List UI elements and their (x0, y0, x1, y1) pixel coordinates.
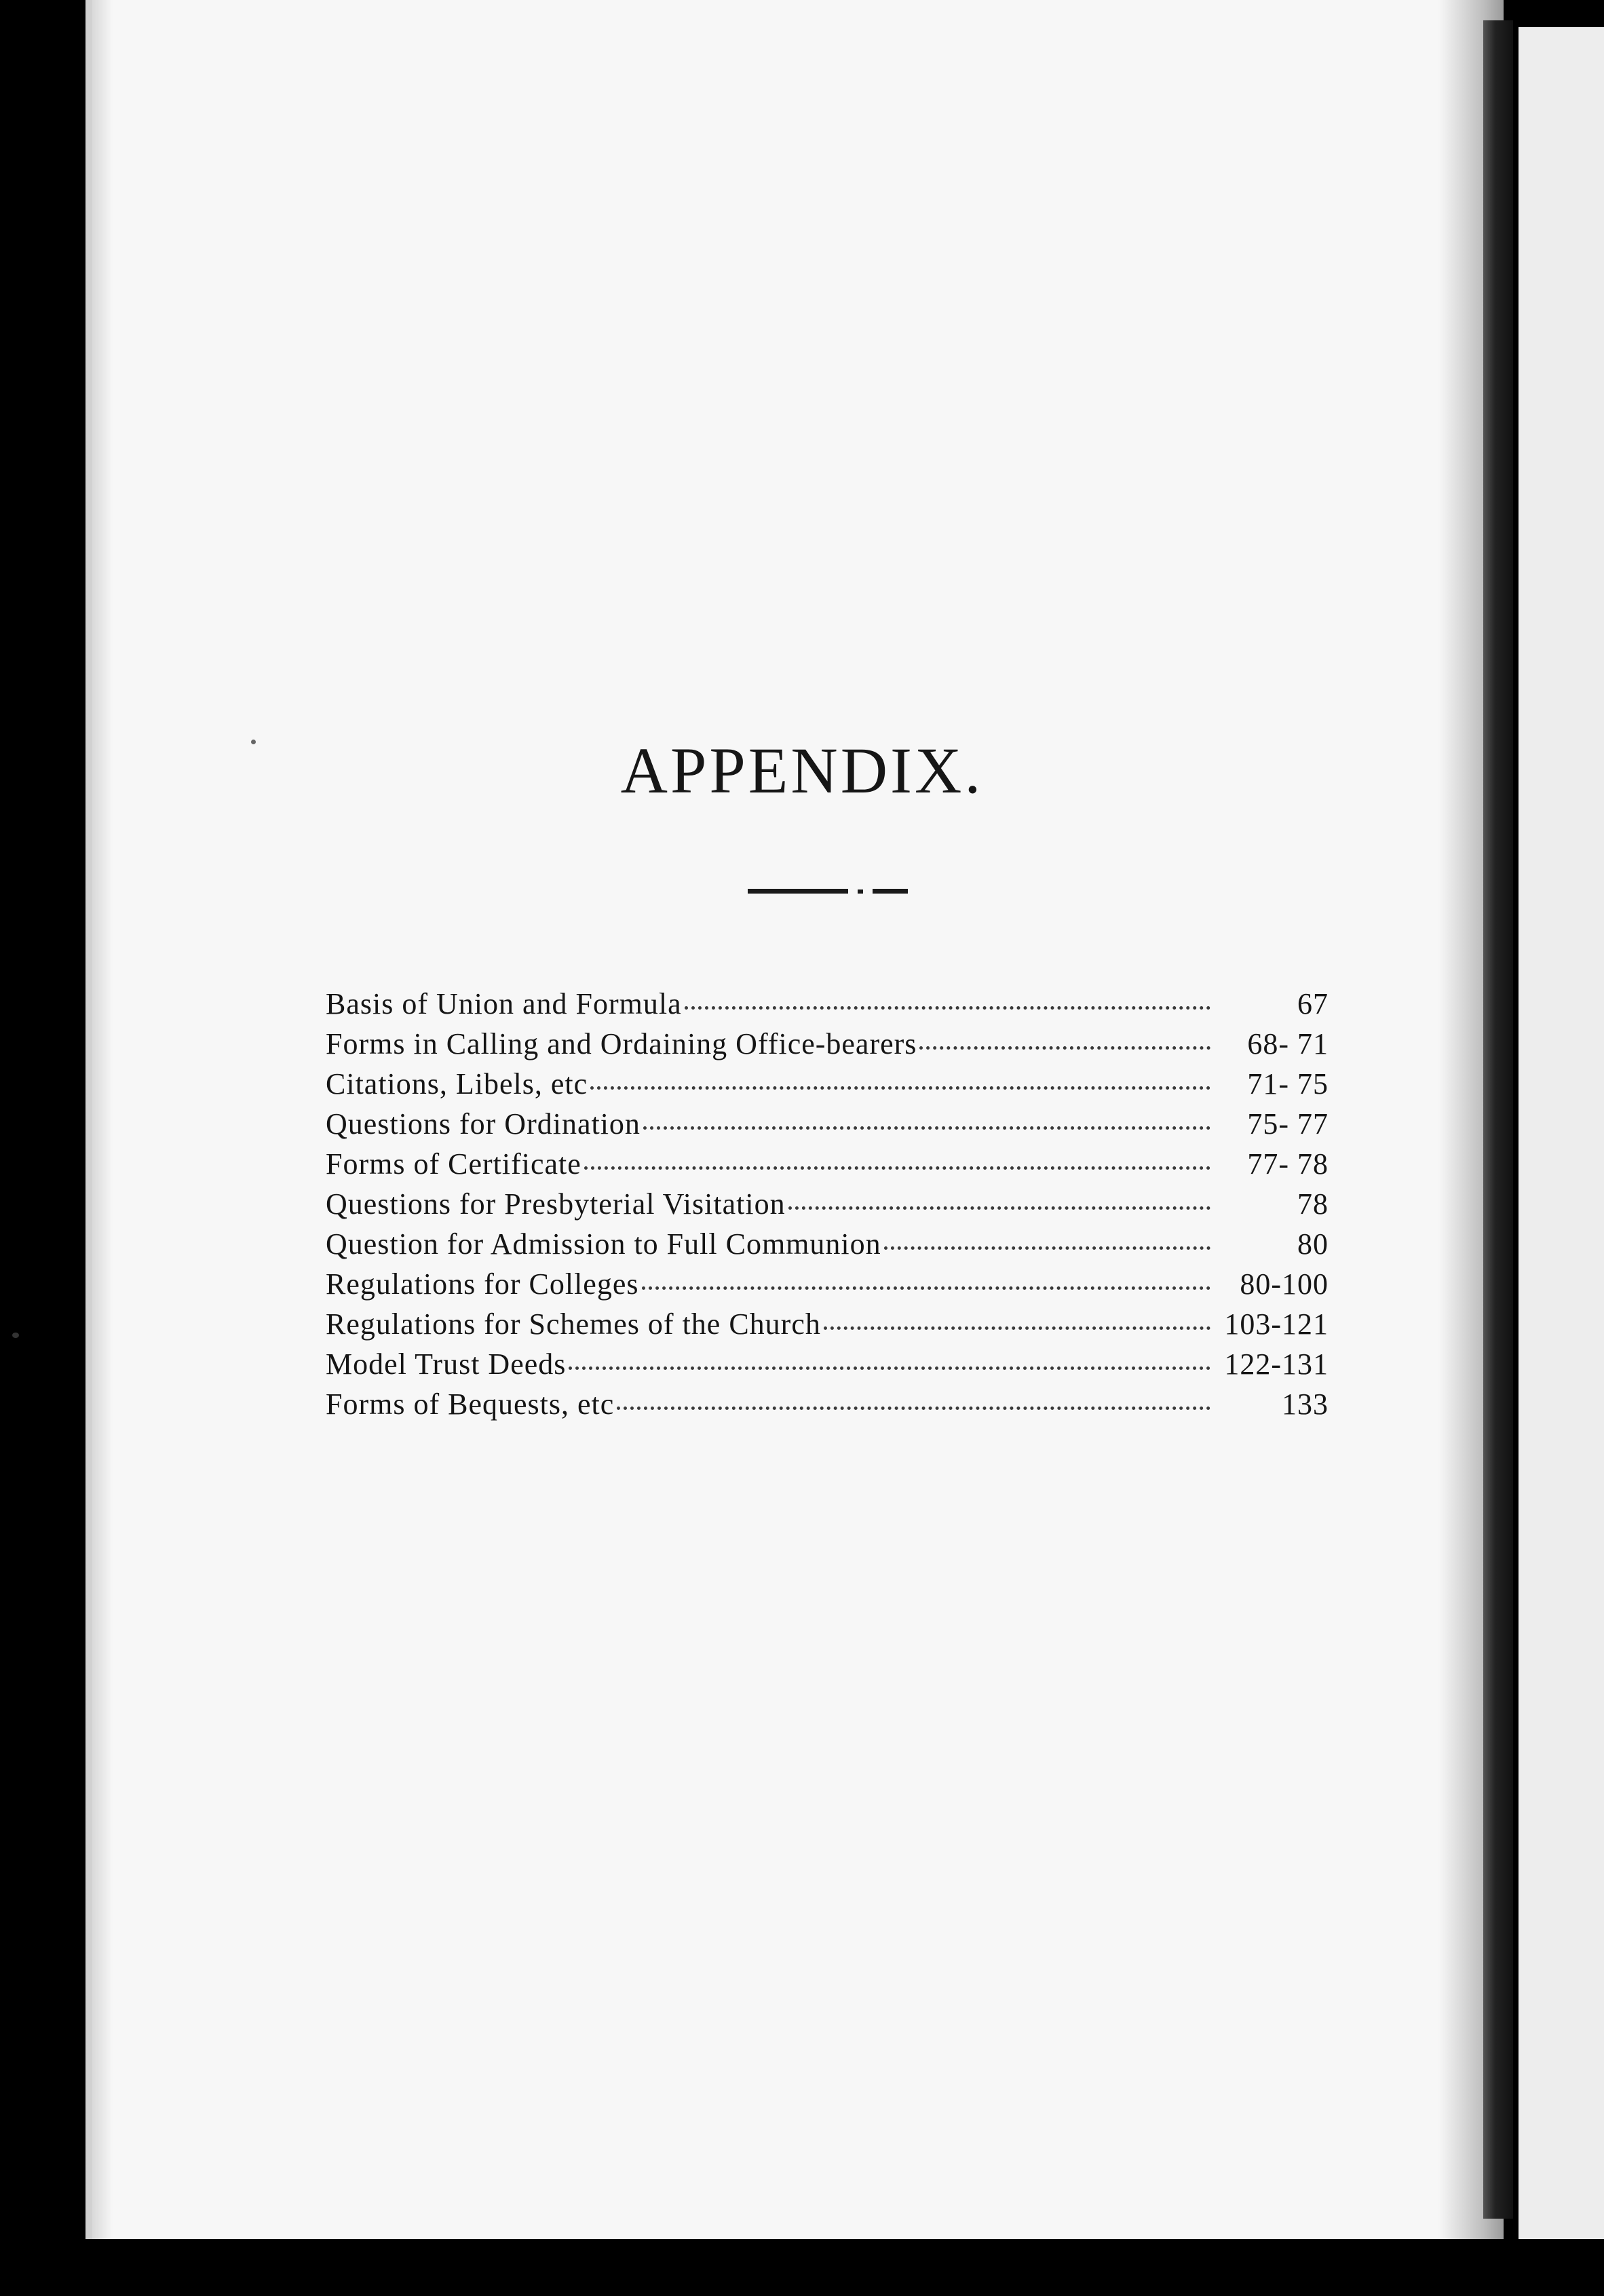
toc-entry (326, 1387, 1329, 1427)
dot-leader (685, 1006, 1210, 1010)
toc-entry-pages: 78 (1297, 1187, 1329, 1221)
dot-leader (919, 1046, 1210, 1050)
toc-entry (326, 1067, 1329, 1107)
toc-entry-pages: 75- 77 (1247, 1107, 1329, 1141)
toc-entry-title: Question for Admission to Full Communion (326, 1227, 881, 1261)
toc-entry-pages: 77- 78 (1247, 1147, 1329, 1181)
toc-entry (326, 1027, 1329, 1067)
toc-entry (326, 1267, 1329, 1307)
toc-entry (326, 1147, 1329, 1187)
dot-leader (824, 1326, 1210, 1330)
toc-entry-title: Regulations for Schemes of the Church (326, 1307, 821, 1341)
toc-entry-title: Basis of Union and Formula (326, 987, 682, 1020)
toc-entry (326, 987, 1329, 1027)
toc-entry-title: Forms in Calling and Ordaining Office-bearers (326, 1027, 917, 1060)
toc-entry (326, 1307, 1329, 1347)
dot-leader (643, 1126, 1210, 1130)
toc-entry-pages: 122-131 (1224, 1347, 1329, 1381)
facing-page-edge (1519, 27, 1604, 2239)
title-ornamental-rule (748, 889, 908, 896)
toc-entry-title: Regulations for Colleges (326, 1267, 639, 1301)
scan-speck (12, 1333, 19, 1338)
toc-entry (326, 1347, 1329, 1387)
page-title: APPENDIX. (620, 734, 984, 807)
rule-dot (858, 889, 863, 894)
toc-entry (326, 1187, 1329, 1227)
rule-segment (748, 889, 848, 894)
toc-entry-pages: 80-100 (1240, 1267, 1329, 1301)
rule-segment (873, 889, 908, 894)
toc-entry-title: Questions for Ordination (326, 1107, 641, 1141)
toc-entry-title: Model Trust Deeds (326, 1347, 567, 1381)
dot-leader (569, 1366, 1210, 1370)
page-gutter-shadow (85, 0, 113, 2239)
book-spine (1483, 20, 1513, 2219)
toc-entry (326, 1107, 1329, 1147)
table-of-contents (326, 987, 1329, 1427)
dot-leader (590, 1086, 1210, 1090)
toc-entry-pages: 133 (1282, 1388, 1329, 1421)
toc-entry-pages: 80 (1297, 1227, 1329, 1261)
toc-entry-pages: 103-121 (1224, 1307, 1329, 1341)
toc-entry-title: Forms of Bequests, etc (326, 1388, 615, 1421)
dot-leader (642, 1286, 1211, 1290)
dot-leader (884, 1246, 1210, 1250)
toc-entry (326, 1227, 1329, 1267)
toc-entry-title: Citations, Libels, etc (326, 1067, 588, 1101)
dot-leader (788, 1206, 1210, 1210)
toc-entry-pages: 68- 71 (1247, 1027, 1329, 1060)
toc-entry-pages: 71- 75 (1247, 1067, 1329, 1101)
dot-leader (584, 1166, 1210, 1170)
toc-entry-pages: 67 (1297, 987, 1329, 1020)
toc-entry-title: Forms of Certificate (326, 1147, 581, 1181)
dot-leader (617, 1407, 1210, 1410)
toc-entry-title: Questions for Presbyterial Visitation (326, 1187, 786, 1221)
